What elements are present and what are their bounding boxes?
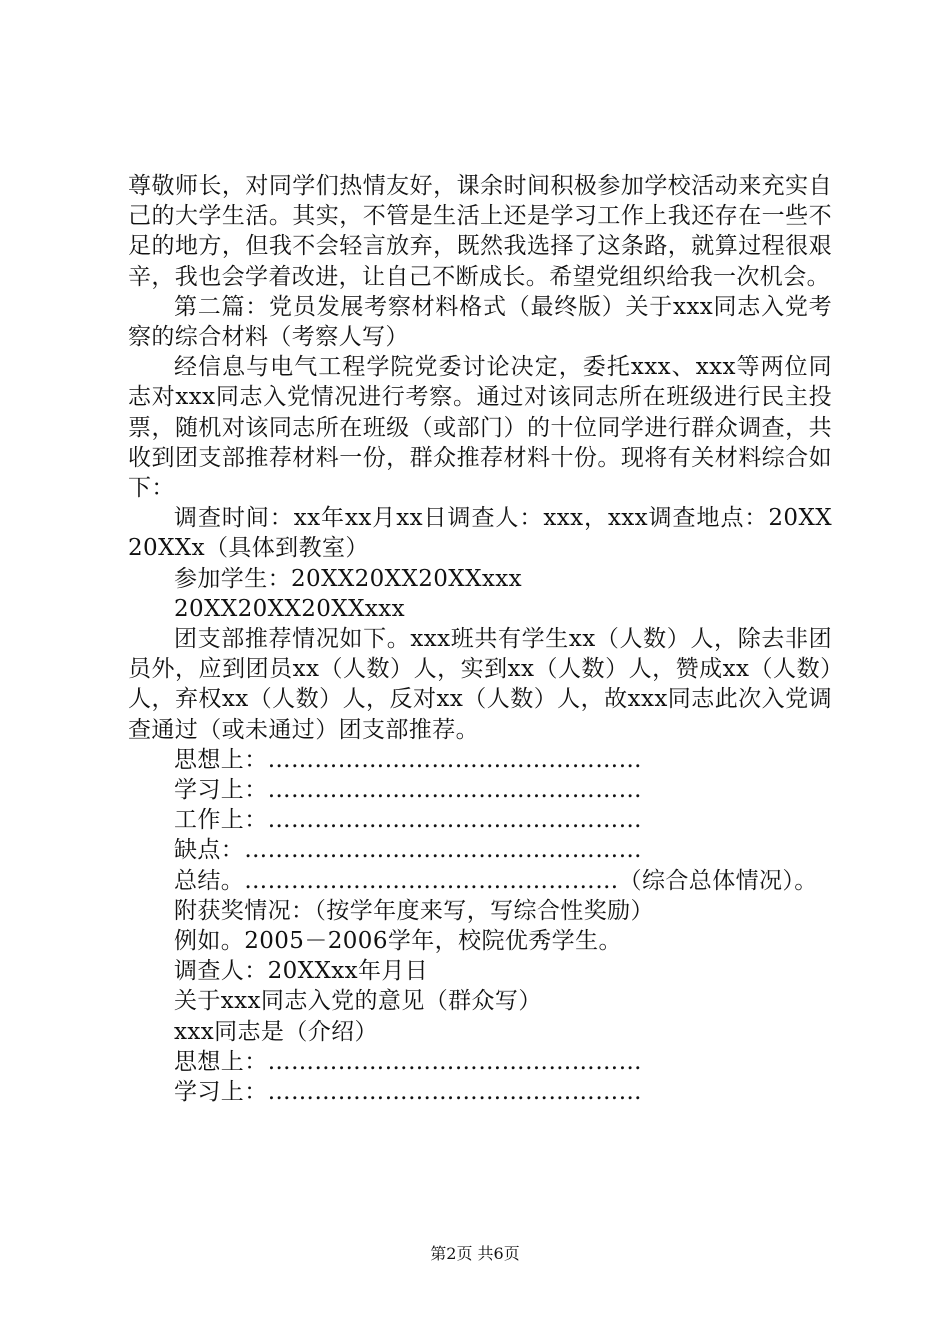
- line-ideology-2: 思想上：…………………………………………: [174, 1048, 642, 1075]
- line-study: 学习上：…………………………………………: [174, 777, 642, 804]
- paragraph-closing-statement: 尊敬师长，对同学们热情友好，课余时间积极参加学校活动来充实自己的大学生活。其实，不管是生活上还是学习工作上我还存在一些不足的地方，但我不会轻言放弃，既然我选择了这条路，就算过程很艰辛，我也会学着改进，让自己不断成长。希望党组织给我一次机会。: [128, 173, 832, 290]
- line-investigator: 调查人：20XXxx年月日: [174, 958, 429, 985]
- line-awards: 附获奖情况：（按学年度来写，写综合性奖励）: [174, 897, 654, 924]
- line-ideology: 思想上：…………………………………………: [174, 746, 642, 773]
- paragraph-section-title: 第二篇：党员发展考察材料格式（最终版）关于xxx同志入党考察的综合材料（考察人写）: [128, 293, 832, 351]
- line-example: 例如。2005－2006学年，校院优秀学生。: [174, 928, 622, 955]
- document-body: [128, 171, 832, 1107]
- paragraph-participants: 参加学生：20XX20XX20XXxxx: [174, 565, 522, 592]
- paragraph-survey-time: 调查时间：xx年xx月xx日调查人：xxx，xxx调查地点：20XX20XXx（具体到教室）: [128, 505, 832, 562]
- line-shortcomings: 缺点：……………………………………………: [174, 837, 642, 864]
- paragraph-summary: 总结。…………………………………………（综合总体情况）。: [174, 867, 818, 894]
- line-introduction-prompt: xxx同志是（介绍）: [174, 1018, 378, 1045]
- line-study-2: 学习上：…………………………………………: [174, 1079, 642, 1106]
- line-opinion-title: 关于xxx同志入党的意见（群众写）: [174, 988, 542, 1015]
- line-work: 工作上：…………………………………………: [174, 807, 642, 834]
- paragraph-participants-continued: 20XX20XX20XXxxx: [174, 595, 405, 622]
- paragraph-league-recommendation: 团支部推荐情况如下。xxx班共有学生xx（人数）人，除去非团员外，应到团员xx（人数）人，实到xx（人数）人，赞成xx（人数）人，弃权xx（人数）人，反对xx（人数）人，故xxx同志此次入党调查通过（或未通过）团支部推荐。: [128, 626, 832, 743]
- paragraph-introduction: 经信息与电气工程学院党委讨论决定，委托xxx、xxx等两位同志对xxx同志入党情况进行考察。通过对该同志所在班级进行民主投票，随机对该同志所在班级（或部门）的十位同学进行群众调查，共收到团支部推荐材料一份，群众推荐材料十份。现将有关材料综合如下：: [128, 354, 832, 502]
- page-number-footer: 第2页 共6页: [430, 1244, 520, 1263]
